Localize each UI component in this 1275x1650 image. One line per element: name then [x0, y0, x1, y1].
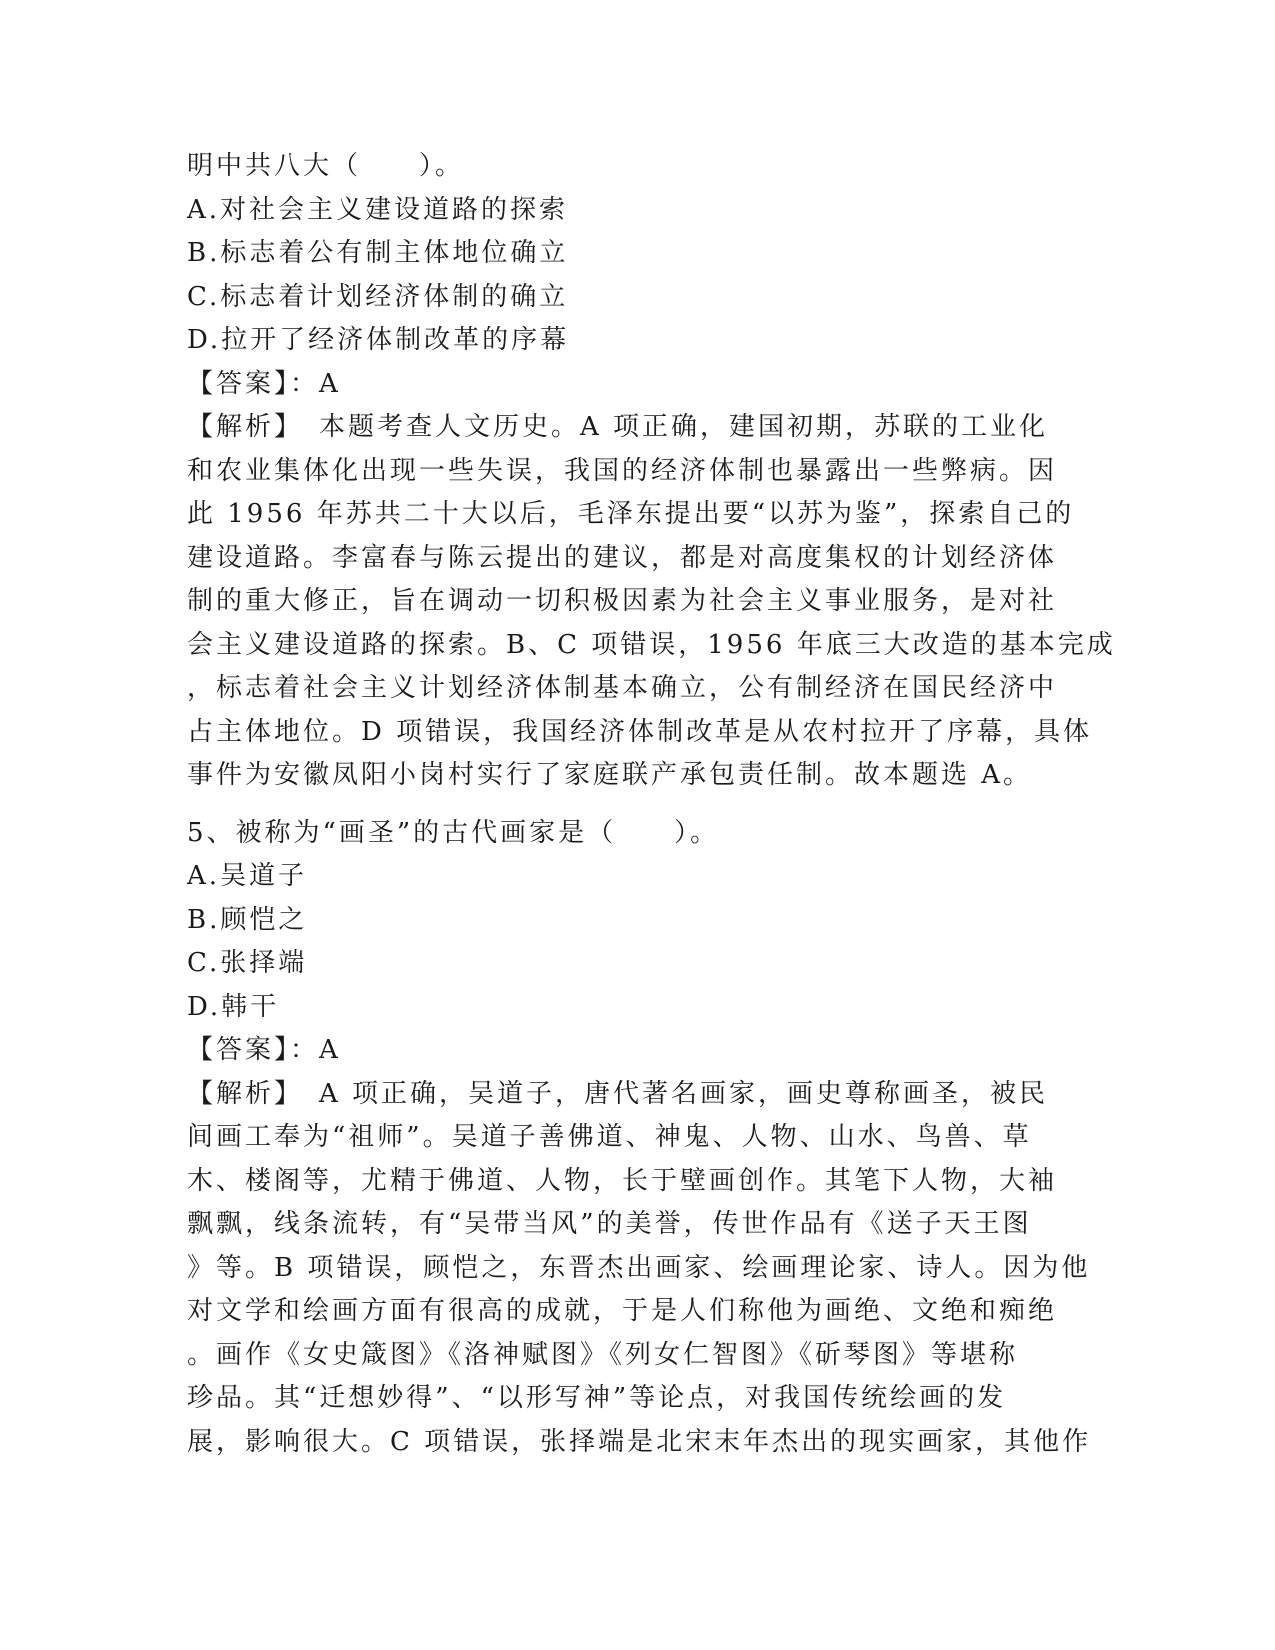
analysis-line: 对文学和绘画方面有很高的成就，于是人们称他为画绝、文绝和痴绝	[187, 1296, 1058, 1326]
analysis-line: 和农业集体化出现一些失误，我国的经济体制也暴露出一些弊病。因	[187, 455, 1058, 486]
analysis-line: 木、楼阁等，尤精于佛道、人物，长于壁画创作。其笔下人物，大袖	[187, 1165, 1058, 1196]
analysis-line: 飘飘，线条流转，有“吴带当风”的美誉，传世作品有《送子天王图	[187, 1209, 1032, 1239]
analysis-line: 占主体地位。D 项错误，我国经济体制改革是从农村拉开了序幕，具体	[187, 716, 1093, 747]
analysis-line: 间画工奉为“祖师”。吴道子善佛道、神鬼、人物、山水、鸟兽、草	[187, 1122, 1032, 1152]
page-content	[187, 145, 1116, 1464]
option-b: B.标志着公有制主体地位确立	[187, 238, 569, 268]
question-spacer	[187, 798, 1087, 812]
analysis-line: 》等。B 项错误，顾恺之，东晋杰出画家、绘画理论家、诗人。因为他	[187, 1252, 1091, 1283]
analysis-line: 。画作《女史箴图》《洛神赋图》《列女仁智图》《斫琴图》等堪称	[187, 1339, 1019, 1370]
answer-line: 【答案】：A	[187, 1035, 341, 1065]
option-d: D.拉开了经济体制改革的序幕	[187, 325, 570, 355]
option-c: C.张择端	[187, 948, 308, 978]
analysis-line: 此 1956 年苏共二十大以后，毛泽东提出要“以苏为鉴”，探索自己的	[187, 499, 1075, 529]
analysis-line: 会主义建设道路的探索。B、C 项错误，1956 年底三大改造的基本完成	[187, 629, 1116, 660]
option-a: A.吴道子	[187, 861, 308, 891]
analysis-line: ，标志着社会主义计划经济体制基本确立，公有制经济在国民经济中	[187, 673, 1058, 703]
analysis-line: 建设道路。李富春与陈云提出的建议，都是对高度集权的计划经济体	[187, 542, 1058, 573]
analysis-line: 展，影响很大。C 项错误，张择端是北宋末年杰出的现实画家，其他作	[187, 1426, 1092, 1457]
option-a: A.对社会主义建设道路的探索	[187, 194, 569, 225]
question-title: 5、被称为“画圣”的古代画家是（ ）。	[187, 817, 720, 848]
analysis-line: 制的重大修正，旨在调动一切积极因素为社会主义事业服务，是对社	[187, 586, 1058, 616]
option-d: D.韩干	[187, 991, 280, 1022]
analysis-line: 【解析】 A 项正确，吴道子，唐代著名画家，画史尊称画圣，被民	[187, 1078, 1049, 1109]
option-b: B.顾恺之	[187, 904, 308, 935]
answer-line: 【答案】：A	[187, 368, 341, 399]
analysis-line: 珍品。其“迁想妙得”、“以形写神”等论点，对我国传统绘画的发	[187, 1383, 1007, 1413]
option-c: C.标志着计划经济体制的确立	[187, 281, 569, 312]
question-stem-tail: 明中共八大（ ）。	[187, 151, 465, 181]
analysis-line: 【解析】 本题考查人文历史。A 项正确，建国初期，苏联的工业化	[187, 412, 1049, 442]
analysis-line: 事件为安徽凤阳小岗村实行了家庭联产承包责任制。故本题选 A。	[187, 760, 1033, 790]
